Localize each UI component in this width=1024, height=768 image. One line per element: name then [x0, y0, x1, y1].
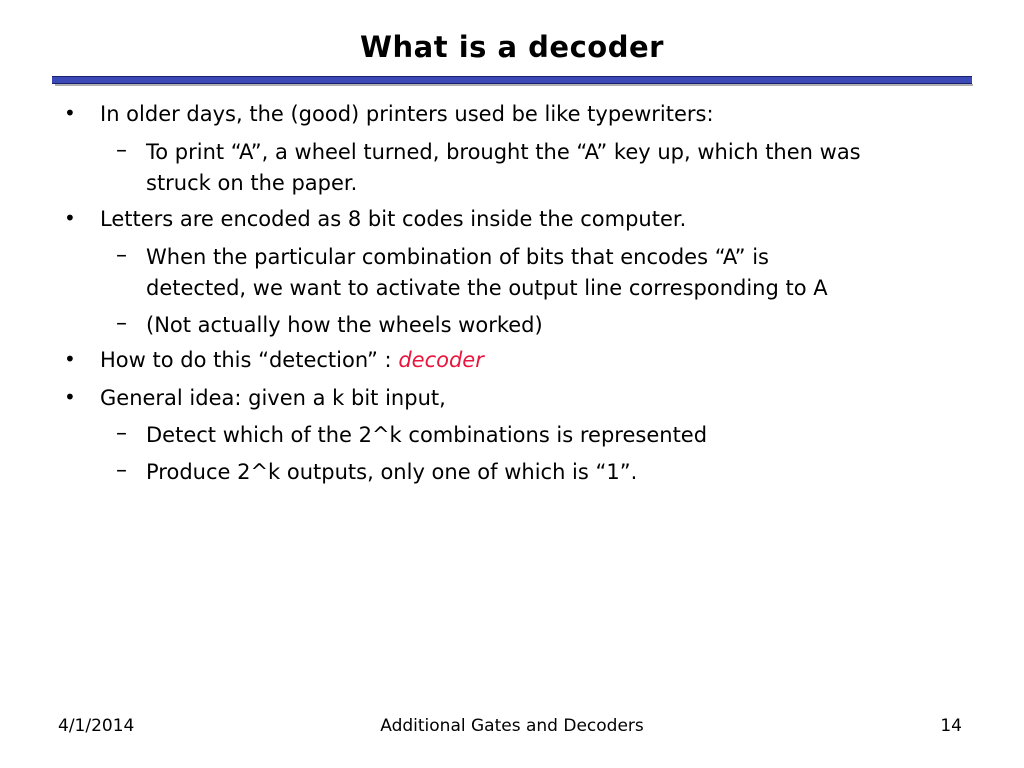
- bullet-2-sub-2-line-1: (Not actually how the wheels worked): [146, 313, 543, 337]
- dash-icon: –: [116, 421, 127, 446]
- bullet-2-sub-1-line-1: When the particular combination of bits that encodes “A” is: [146, 245, 769, 269]
- dash-icon: –: [116, 138, 127, 163]
- page-number: 14: [940, 716, 962, 736]
- bullet-icon: •: [64, 101, 76, 125]
- bullet-3-prefix: How to do this “detection” :: [100, 348, 399, 372]
- bullet-2-text: Letters are encoded as 8 bit codes inside the computer.: [100, 207, 687, 231]
- slide-title: What is a decoder: [360, 30, 664, 64]
- bullet-1-sub-1-line-2: struck on the paper.: [146, 171, 358, 195]
- bullet-icon: •: [64, 385, 76, 409]
- bullet-1-sub-1-line-1: To print “A”, a wheel turned, brought the “A” key up, which then was: [146, 140, 861, 164]
- bullet-4-text: General idea: given a k bit input,: [100, 386, 446, 410]
- bullet-4-sub-2-line-1: Produce 2^k outputs, only one of which is “1”.: [146, 460, 638, 484]
- bullet-1-text: In older days, the (good) printers used be like typewriters:: [100, 102, 714, 126]
- footer-title: Additional Gates and Decoders: [380, 716, 644, 736]
- decoder-emphasis: decoder: [398, 348, 484, 372]
- bullet-2-sub-1-line-2: detected, we want to activate the output line corresponding to A: [146, 276, 828, 300]
- dash-icon: –: [116, 311, 127, 336]
- bullet-3-text: [100, 345, 484, 376]
- bullet-4-sub-1-line-1: Detect which of the 2^k combinations is represented: [146, 423, 708, 447]
- title-underline: [52, 76, 972, 84]
- dash-icon: –: [116, 243, 127, 268]
- bullet-icon: •: [64, 347, 76, 371]
- footer-date: 4/1/2014: [58, 716, 135, 736]
- title-underline-shadow: [55, 84, 973, 86]
- bullet-icon: •: [64, 206, 76, 230]
- dash-icon: –: [116, 458, 127, 483]
